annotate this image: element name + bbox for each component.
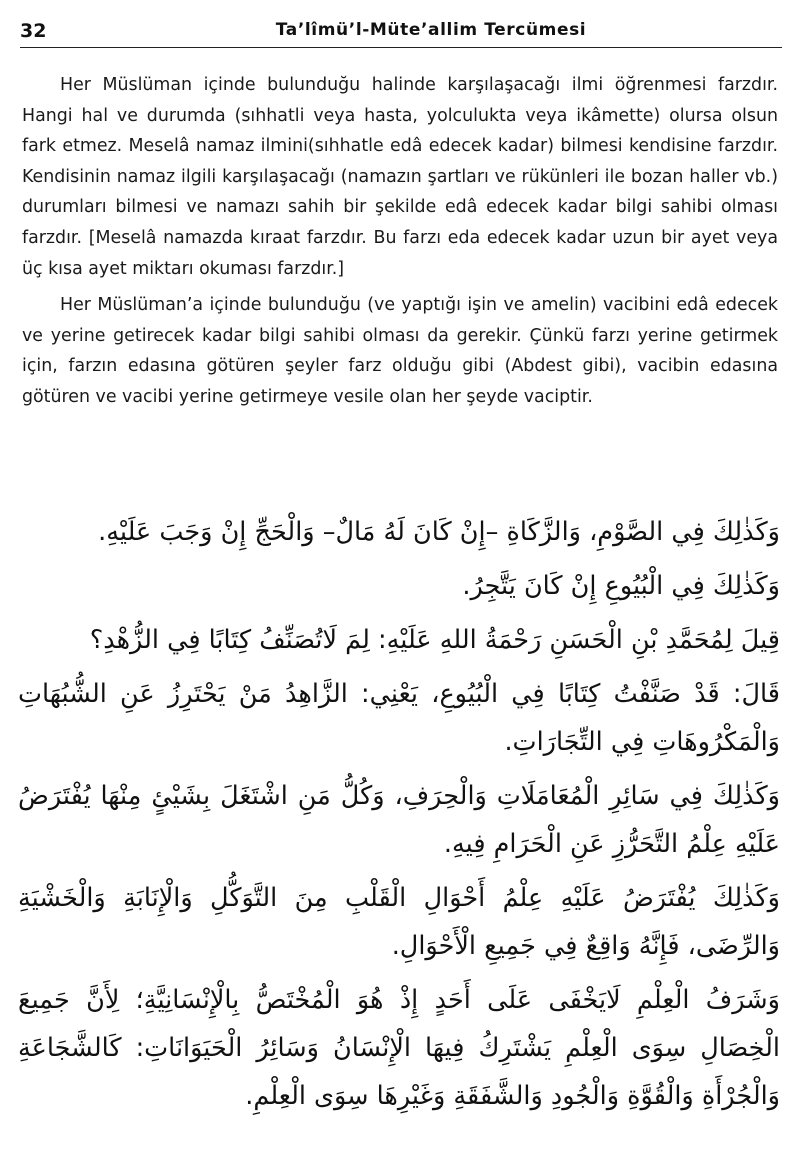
arabic-paragraph: وَشَرَفُ الْعِلْمِ لَايَخْفَى عَلَى أَحَدٍ إِذْ هُوَ الْمُخْتَصُّ بِالْإِنْسَانِيَّةِ؛ لِأَنَّ جَمِيعَ الْخِصَالِ سِوَى الْعِلْمِ يَشْتَرِكُ فِيهَا الْإِنْسَانُ وَسَائِرُ الْحَيَوَانَاتِ: كَالشَّجَاعَةِ وَالْجُرْأَةِ وَالْقُوَّةِ وَالْجُودِ وَالشَّفَقَةِ وَغَيْرِهَا سِوَى الْعِلْمِ.: [18, 985, 780, 1111]
arabic-original-text: [18, 508, 780, 1126]
header-rule: [20, 47, 782, 48]
running-title: Ta’lîmü’l-Müte’allim Tercümesi: [275, 20, 587, 40]
arabic-paragraph: قَالَ: قَدْ صَنَّفْتُ كِتَابًا فِي الْبُيُوعِ، يَعْنِي: الزَّاهِدُ مَنْ يَحْتَرِزُ عَنِ الشُّبُهَاتِ وَالْمَكْرُوهَاتِ فِي التِّجَارَاتِ.: [18, 679, 780, 757]
turkish-paragraph: Her Müslüman’a içinde bulunduğu (ve yaptığı işin ve amelin) vacibini edâ edecek ve yerine getirecek kadar bilgi sahibi olması da gerekir. Çünkü farzı yerine getirmek için, farzın edasına götüren şeyler farz olduğu gibi (Abdest gibi), vacibin edasına götüren ve vacibi yerine getirmeye vesile olan her şeyde vaciptir.: [22, 295, 778, 407]
arabic-paragraph: وَكَذٰلِكَ فِي الْبُيُوعِ إِنْ كَانَ يَتَّجِرُ.: [462, 571, 780, 601]
arabic-paragraph: قِيلَ لِمُحَمَّدِ بْنِ الْحَسَنِ رَحْمَةُ اللهِ عَلَيْهِ: لِمَ لَاتُصَنِّفُ كِتَابًا فِي الزُّهْدِ؟: [89, 625, 780, 655]
arabic-paragraph: وَكَذٰلِكَ يُفْتَرَضُ عَلَيْهِ عِلْمُ أَحْوَالِ الْقَلْبِ مِنَ التَّوَكُّلِ وَالْإِنَابَةِ وَالْخَشْيَةِ وَالرِّضَى، فَإِنَّهُ وَاقِعٌ فِي جَمِيعِ الْأَحْوَالِ.: [18, 883, 780, 961]
turkish-paragraph: Her Müslüman içinde bulunduğu halinde karşılaşacağı ilmi öğrenmesi farzdır. Hangi hal ve durumda (sıhhatli veya hasta, yolculukta veya ikâmette) olursa olsun fark etmez. Meselâ namaz ilmini(sıhhatle edâ edecek kadar) bilmesi kendisine farzdır. Kendisinin namaz ilgili karşılaşacağı (namazın şartları ve rükünleri ile bozan haller vb.) durumları bilmesi ve namazı sahih bir şekilde edâ edecek kadar bilgi sahibi olması farzdır. [Meselâ namazda kıraat farzdır. Bu farzı eda edecek kadar uzun bir ayet veya üç kısa ayet miktarı okuması farzdır.]: [22, 75, 778, 279]
turkish-translation: [22, 70, 778, 413]
arabic-paragraph: وَكَذٰلِكَ فِي الصَّوْمِ، وَالزَّكَاةِ –إِنْ كَانَ لَهُ مَالٌ– وَالْحَجِّ إِنْ وَجَبَ عَلَيْهِ.: [98, 517, 780, 547]
running-header: [20, 20, 782, 50]
arabic-paragraph: وَكَذٰلِكَ فِي سَائِرِ الْمُعَامَلَاتِ وَالْحِرَفِ، وَكُلُّ مَنِ اشْتَغَلَ بِشَيْئٍ مِنْهَا يُفْتَرَضُ عَلَيْهِ عِلْمُ التَّحَرُّزِ عَنِ الْحَرَامِ فِيهِ.: [18, 781, 780, 859]
page-number: 32: [20, 20, 47, 42]
